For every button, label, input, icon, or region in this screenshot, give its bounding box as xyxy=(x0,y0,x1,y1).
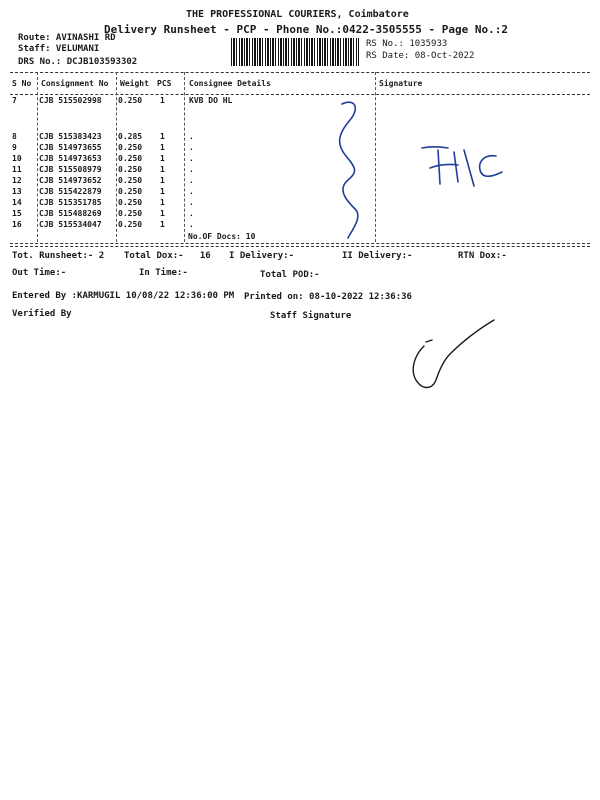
row-weight: 0.250 xyxy=(118,176,143,185)
row-pcs: 1 xyxy=(160,165,165,174)
row-sno: 10 xyxy=(12,154,22,163)
verified-by: Verified By xyxy=(12,309,72,319)
row-consignment: CJB 515502998 xyxy=(39,96,102,105)
row-details: . xyxy=(189,154,194,163)
row-sno: 8 xyxy=(12,132,17,141)
row-sno: 11 xyxy=(12,165,22,174)
table-row xyxy=(0,165,380,176)
row-pcs: 1 xyxy=(160,132,165,141)
row-sno: 15 xyxy=(12,209,22,218)
table-top-rule xyxy=(10,72,590,73)
col-header-consignee: Consignee Details xyxy=(189,79,271,88)
row-weight: 0.250 xyxy=(118,165,143,174)
row-details: KVB DO HL xyxy=(189,96,233,105)
table-row xyxy=(0,143,380,154)
row-details: . xyxy=(189,132,194,141)
total-pod: Total POD:- xyxy=(260,270,320,280)
row-sno: 9 xyxy=(12,143,17,152)
row-weight: 0.250 xyxy=(118,187,143,196)
row-pcs: 1 xyxy=(160,209,165,218)
row-details: . xyxy=(189,176,194,185)
row-weight: 0.285 xyxy=(118,132,143,141)
table-row xyxy=(0,198,380,209)
rtn-dox: RTN Dox:- xyxy=(458,251,507,261)
handwritten-brace xyxy=(330,98,380,243)
table-row xyxy=(0,96,380,107)
row-consignment: CJB 515508979 xyxy=(39,165,102,174)
row-consignment: CJB 514973652 xyxy=(39,176,102,185)
row-weight: 0.250 xyxy=(118,143,143,152)
in-time: In Time:- xyxy=(139,268,188,278)
row-sno: 12 xyxy=(12,176,22,185)
table-header-rule xyxy=(10,94,590,95)
row-consignment: CJB 515422879 xyxy=(39,187,102,196)
row-consignment: CJB 514973653 xyxy=(39,154,102,163)
table-row xyxy=(0,132,380,143)
row-pcs: 1 xyxy=(160,220,165,229)
out-time: Out Time:- xyxy=(12,268,67,278)
row-details: . xyxy=(189,165,194,174)
row-pcs: 1 xyxy=(160,198,165,207)
col-header-consignment: Consignment No xyxy=(41,79,109,88)
row-details: . xyxy=(189,187,194,196)
col-header-pcs: PCS xyxy=(157,79,172,88)
row-sno: 7 xyxy=(12,96,17,105)
row-weight: 0.250 xyxy=(118,96,143,105)
tot-runsheet: Tot. Runsheet:- 2 xyxy=(12,251,105,261)
i-delivery: I Delivery:- xyxy=(229,251,295,261)
no-of-docs: No.OF Docs: 10 xyxy=(188,232,256,241)
table-row xyxy=(0,220,380,231)
staff-signature-scribble xyxy=(402,318,502,398)
row-consignment: CJB 515383423 xyxy=(39,132,102,141)
row-sno: 16 xyxy=(12,220,22,229)
row-details: . xyxy=(189,220,194,229)
col-header-weight: Weight xyxy=(120,79,149,88)
row-weight: 0.250 xyxy=(118,198,143,207)
row-consignment: CJB 515488269 xyxy=(39,209,102,218)
row-pcs: 1 xyxy=(160,176,165,185)
row-sno: 14 xyxy=(12,198,22,207)
company-name: THE PROFESSIONAL COURIERS, Coimbatore xyxy=(186,9,409,20)
ii-delivery: II Delivery:- xyxy=(342,251,413,261)
row-consignment: CJB 514973655 xyxy=(39,143,102,152)
table-row xyxy=(0,209,380,220)
table-row xyxy=(0,154,380,165)
row-details: . xyxy=(189,209,194,218)
row-sno: 13 xyxy=(12,187,22,196)
entered-by: Entered By :KARMUGIL 10/08/22 12:36:00 PM xyxy=(12,291,235,301)
row-details: . xyxy=(189,198,194,207)
table-bottom-rule xyxy=(10,243,590,244)
table-row xyxy=(0,187,380,198)
drs-number: DRS No.: DCJB103593302 xyxy=(18,57,138,67)
table-row xyxy=(0,176,380,187)
runsheet-title: Delivery Runsheet - PCP - Phone No.:0422-3505555 - Page No.:2 xyxy=(104,23,508,36)
row-weight: 0.250 xyxy=(118,209,143,218)
row-pcs: 1 xyxy=(160,154,165,163)
row-pcs: 1 xyxy=(160,143,165,152)
row-consignment: CJB 515534047 xyxy=(39,220,102,229)
table-bottom-rule xyxy=(10,246,590,247)
signature-mark xyxy=(418,138,508,193)
row-pcs: 1 xyxy=(160,187,165,196)
printed-on: Printed on: 08-10-2022 12:36:36 xyxy=(244,292,412,302)
staff: Staff: VELUMANI xyxy=(18,44,100,54)
col-header-sno: S No xyxy=(12,79,32,88)
barcode xyxy=(231,38,359,66)
row-details: . xyxy=(189,143,194,152)
route: Route: AVINASHI RD xyxy=(18,33,116,43)
rs-number: RS No.: 1035933 xyxy=(366,39,448,49)
row-pcs: 1 xyxy=(160,96,165,105)
rs-date: RS Date: 08-Oct-2022 xyxy=(366,51,475,61)
row-weight: 0.250 xyxy=(118,154,143,163)
staff-signature-label: Staff Signature xyxy=(270,311,352,321)
row-weight: 0.250 xyxy=(118,220,143,229)
row-consignment: CJB 515351785 xyxy=(39,198,102,207)
col-header-signature: Signature xyxy=(379,79,423,88)
total-dox: Total Dox:- 16 xyxy=(124,251,211,261)
